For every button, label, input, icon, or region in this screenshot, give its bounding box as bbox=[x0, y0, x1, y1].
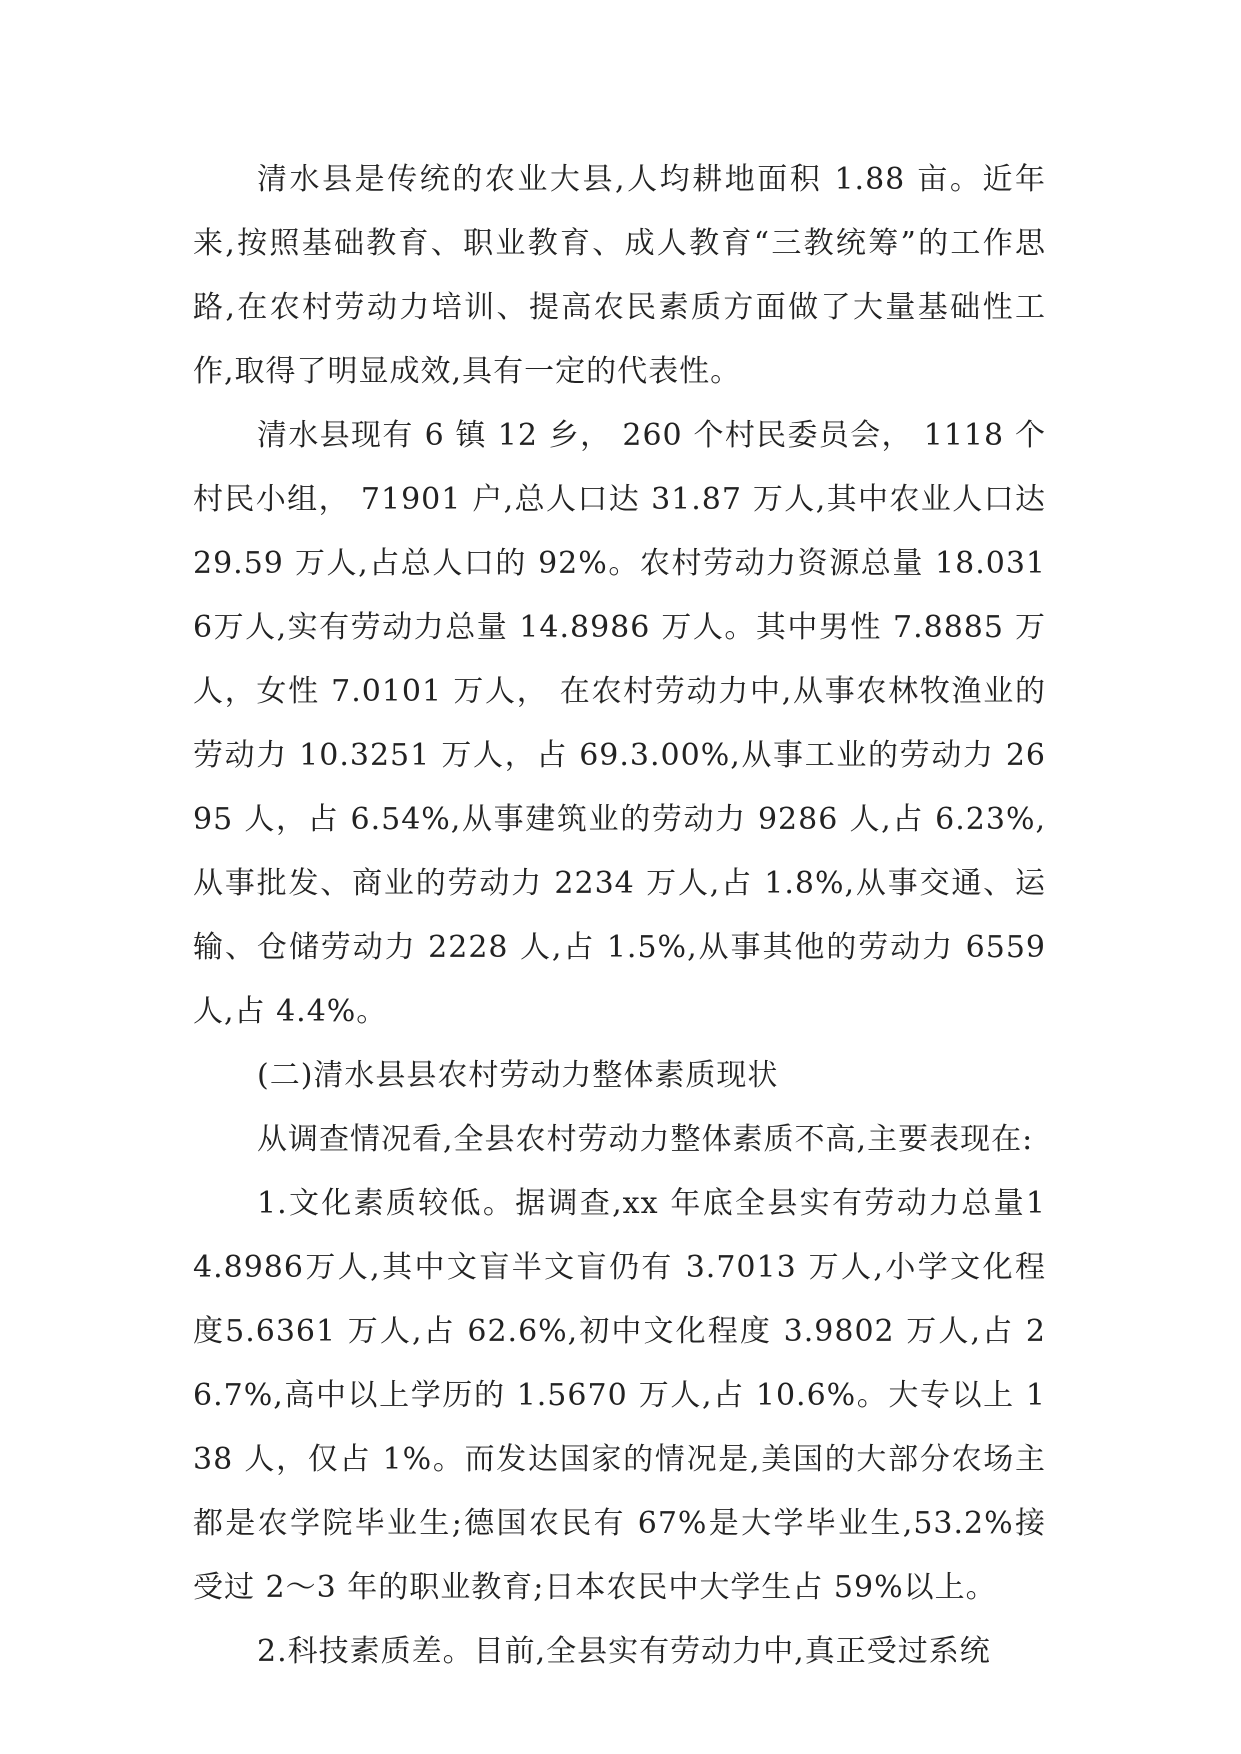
paragraph-county-overview: 清水县是传统的农业大县,人均耕地面积 1.88 亩。近年来,按照基础教育、职业教育、成人教育“三教统筹”的工作思路,在农村劳动力培训、提高农民素质方面做了大量基础性工作,取得了明显成效,具有一定的代表性。 bbox=[193, 162, 1046, 389]
paragraph-labor-statistics: 清水县现有 6 镇 12 乡， 260 个村民委员会， 1118 个村民小组， 71901 户,总人口达 31.87 万人,其中农业人口达29.59 万人,占总人口的 92%。农村劳动力资源总量 18.0316万人,实有劳动力总量 14.8986 万人。其中男性 7.8885 万人，女性 7.0101 万人， 在农村劳动力中,从事农林牧渔业的劳动力 10.3251 万人，占 69.3.00%,从事工业的劳动力 2695 人，占 6.54%,从事建筑业的劳动力 9286 人,占 6.23%,从事批发、商业的劳动力 2234 万人,占 1.8%,从事交通、运输、仓储劳动力 2228 人,占 1.5%,从事其他的劳动力 6559 人,占 4.4%。 bbox=[193, 418, 1046, 1029]
section-heading-labor-quality: (二)清水县县农村劳动力整体素质现状 bbox=[257, 1058, 779, 1093]
paragraph-education-level: 1.文化素质较低。据调查,xx 年底全县实有劳动力总量14.8986万人,其中文盲半文盲仍有 3.7013 万人,小学文化程度5.6361 万人,占 62.6%,初中文化程度 3.9802 万人,占 26.7%,高中以上学历的 1.5670 万人,占 10.6%。大专以上 138 人，仅占 1%。而发达国家的情况是,美国的大部分农场主都是农学院毕业生;德国农民有 67%是大学毕业生,53.2%接受过 2～3 年的职业教育;日本农民中大学生占 59%以上。 bbox=[193, 1186, 1046, 1605]
paragraph-tech-skills: 2.科技素质差。目前,全县实有劳动力中,真正受过系统 bbox=[257, 1634, 991, 1669]
paragraph-survey-intro: 从调查情况看,全县农村劳动力整体素质不高,主要表现在: bbox=[257, 1122, 1034, 1157]
document-page bbox=[193, 148, 1046, 1684]
